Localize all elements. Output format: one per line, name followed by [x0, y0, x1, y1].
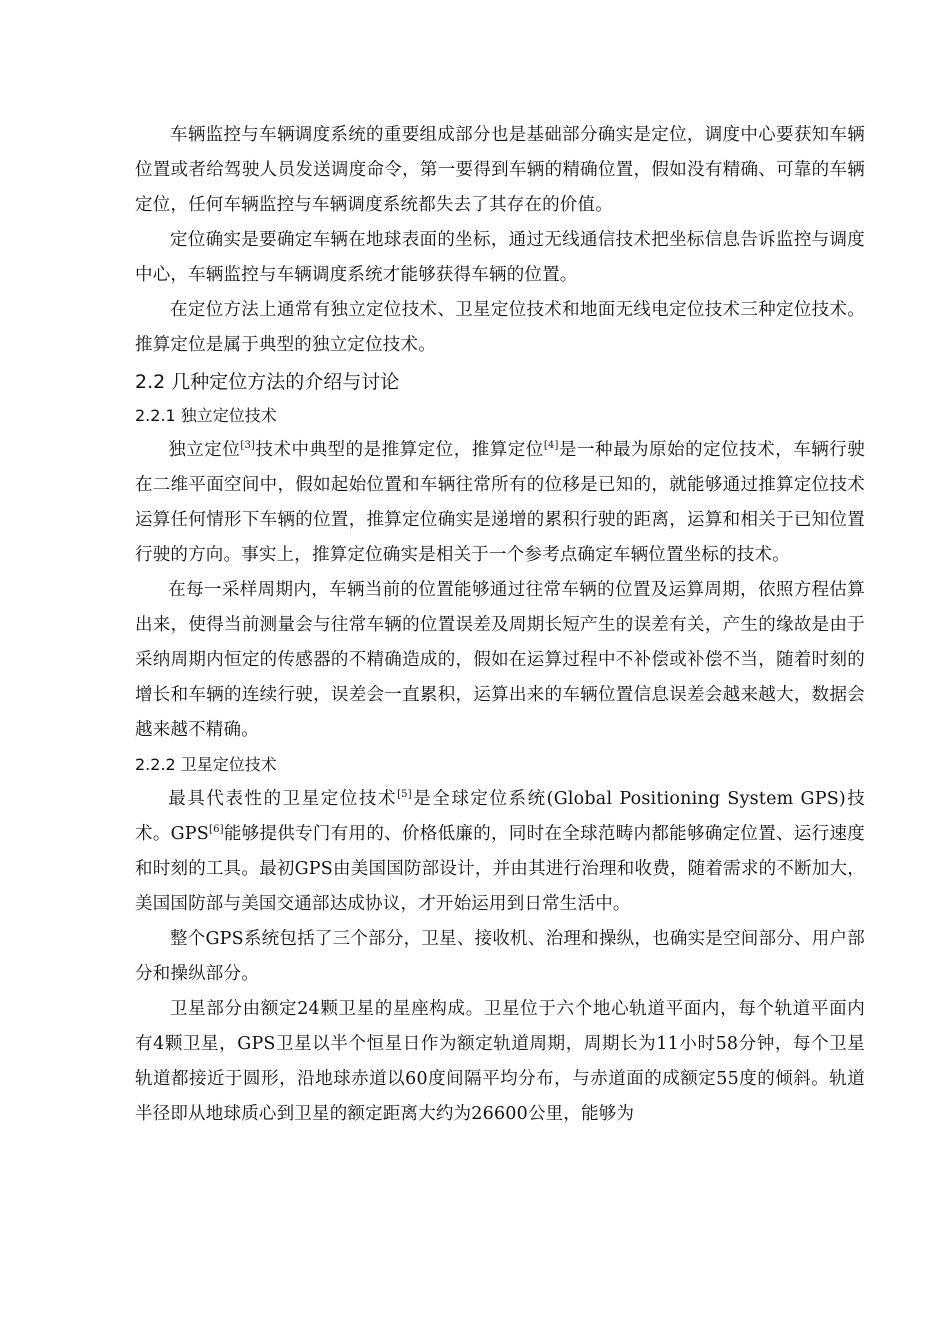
intro-paragraph-2: 定位确实是要确定车辆在地球表面的坐标，通过无线通信技术把坐标信息告诉监控与调度中心，车辆监控与车辆调度系统才能够获得车辆的位置。 [135, 230, 865, 285]
independent-positioning-paragraph-1 [135, 433, 865, 573]
satellite-positioning-paragraph-2: 整个GPS系统包括了三个部分，卫星、接收机、治理和操纵，也确实是空间部分、用户部分和操纵部分。 [135, 929, 865, 984]
citation-ref-6[interactable]: [6] [208, 824, 224, 835]
independent-positioning-paragraph-2: 在每一采样周期内，车辆当前的位置能够通过往常车辆的位置及运算周期，依照方程估算出来，使得当前测量会与往常车辆的位置误差及周期长短产生的误差有关，产生的缘故是由于采纳周期内恒定的传感器的不精确造成的，假如在运算过程中不补偿或补偿不当，随着时刻的增长和车辆的连续行驶，误差会一直累积，运算出来的车辆位置信息误差会越来越大，数据会越来越不精确。 [135, 580, 865, 740]
document-page [135, 118, 865, 1132]
section-heading-2-2-1: 2.2.1 独立定位技术 [135, 406, 277, 425]
text-run: 最具代表性的卫星定位技术 [168, 789, 398, 809]
intro-paragraph-3: 在定位方法上通常有独立定位技术、卫星定位技术和地面无线电定位技术三种定位技术。推算定位是属于典型的独立定位技术。 [135, 300, 865, 355]
section-heading-2-2-2: 2.2.2 卫星定位技术 [135, 755, 277, 774]
satellite-positioning-paragraph-1 [135, 782, 865, 922]
text-run: 是一种最为原始的定位技术，车辆行驶在二维平面空间中，假如起始位置和车辆往常所有的位移是已知的，就能够通过推算定位技术运算任何情形下车辆的位置，推算定位确实是递增的累积行驶的距离，运算和相关于已知位置行驶的方向。事实上，推算定位确实是相关于一个参考点确定车辆位置坐标的技术。 [135, 440, 865, 565]
text-run: 是全球定位系统(Global Positioning System GPS)技术。GPS [135, 789, 865, 844]
text-run: 独立定位 [168, 440, 241, 460]
satellite-positioning-paragraph-3: 卫星部分由额定24颗卫星的星座构成。卫星位于六个地心轨道平面内，每个轨道平面内有4颗卫星，GPS卫星以半个恒星日作为额定轨道周期，周期长为11小时58分钟，每个卫星轨道都接近于圆形，沿地球赤道以60度间隔平均分布，与赤道面的成额定55度的倾斜。轨道半径即从地球质心到卫星的额定距离大约为26600公里，能够为 [135, 999, 865, 1124]
text-run: 能够提供专门有用的、价格低廉的，同时在全球范畴内都能够确定位置、运行速度和时刻的工具。最初GPS由美国国防部设计，并由其进行治理和收费，随着需求的不断加大，美国国防部与美国交通部达成协议，才开始运用到日常生活中。 [135, 824, 865, 914]
section-heading-2-2: 2.2 几种定位方法的介绍与讨论 [135, 371, 400, 393]
text-run: 技术中典型的是推算定位，推算定位 [255, 440, 544, 460]
citation-ref-3[interactable]: [3] [240, 440, 256, 451]
citation-ref-4[interactable]: [4] [543, 440, 559, 451]
intro-paragraph-1: 车辆监控与车辆调度系统的重要组成部分也是基础部分确实是定位，调度中心要获知车辆位置或者给驾驶人员发送调度命令，第一要得到车辆的精确位置，假如没有精确、可靠的车辆定位，任何车辆监控与车辆调度系统都失去了其存在的价值。 [135, 125, 865, 215]
citation-ref-5[interactable]: [5] [397, 789, 412, 800]
